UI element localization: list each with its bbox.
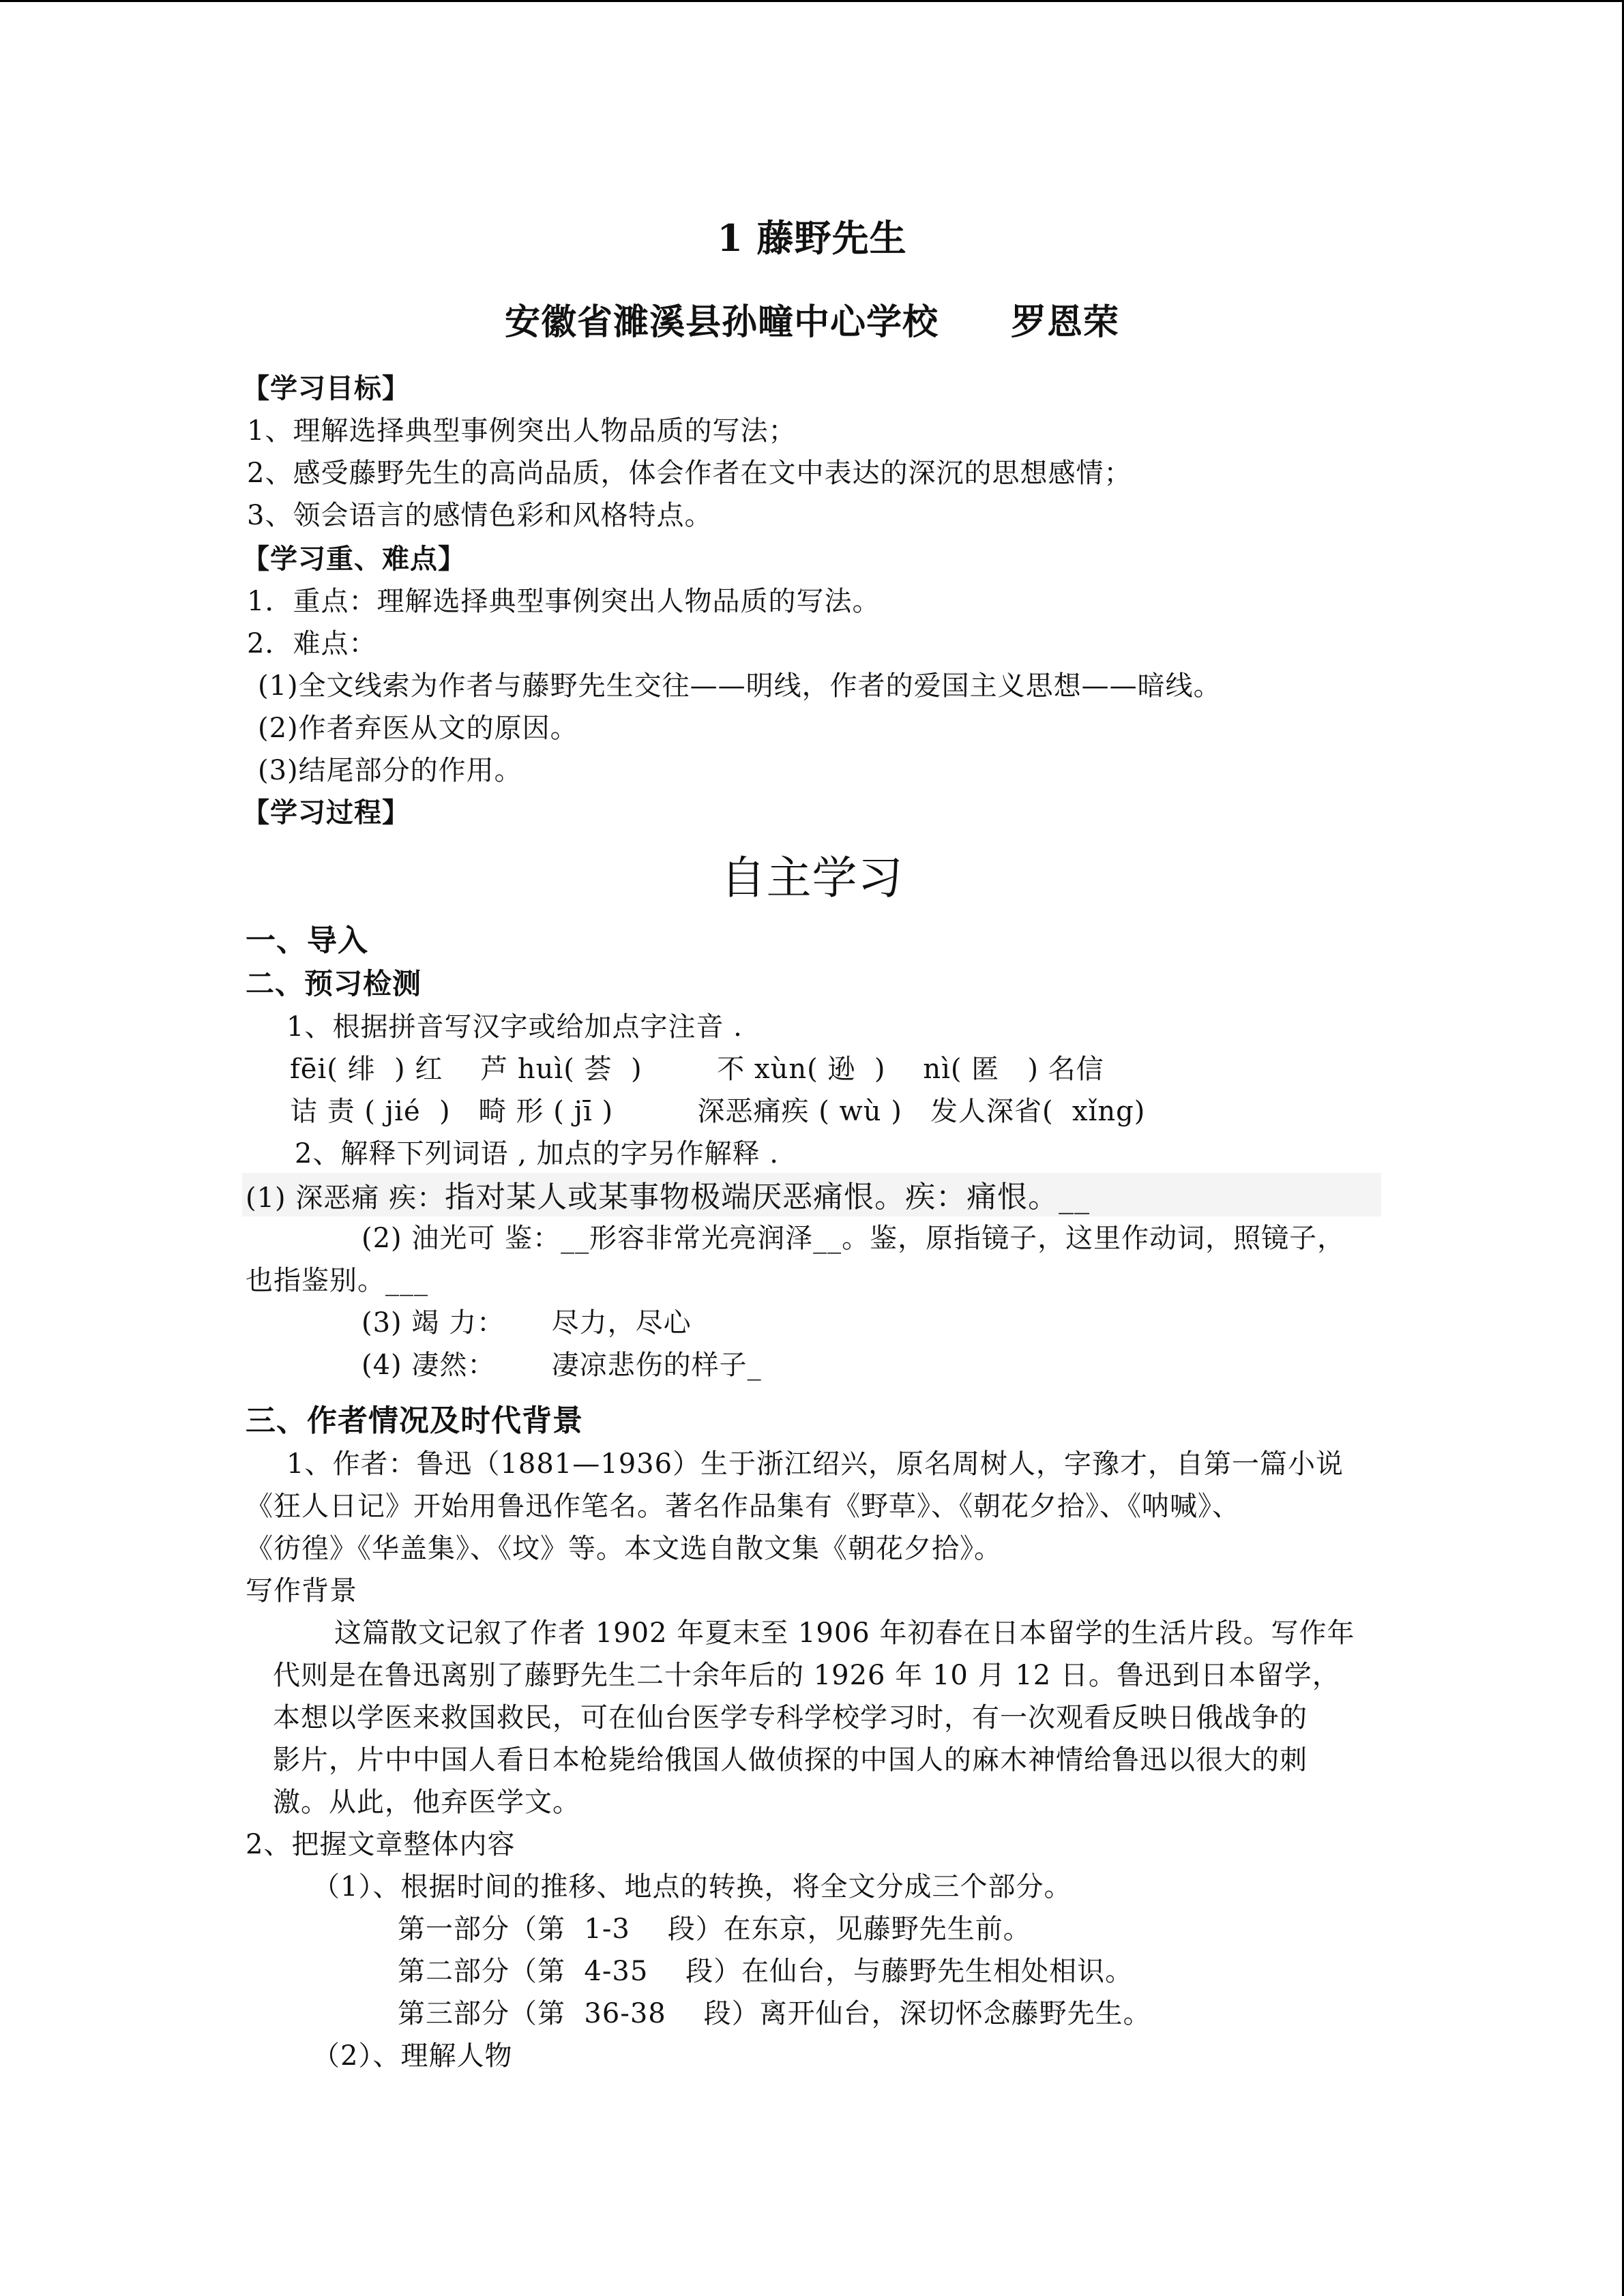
difficult-point-label: 2．难点： <box>247 628 377 659</box>
structure-part-1: 第一部分（第 1-3 段）在东京，见藤野先生前。 <box>398 1913 1031 1945</box>
part-intro-heading: 一、导入 <box>246 923 368 958</box>
pinyin-row-1: fēi( 绯 ) 红 芦 huì( 荟 ) 不 xùn( 逊 ) nì( 匿 ) 名信 <box>290 1054 1104 1085</box>
explain-1-text: 指对某人或某事物极端厌恶痛恨。疾：痛恨。__ <box>445 1180 1091 1214</box>
difficult-point-3: (3)结尾部分的作用。 <box>258 755 522 786</box>
structure-heading: 2、把握文章整体内容 <box>246 1829 516 1860</box>
explain-2-cont: 也指鉴别。___ <box>246 1265 428 1296</box>
explain-3: (3) 竭 力： 尽力，尽心 <box>361 1307 692 1339</box>
author-para: 《狂人日记》开始用鲁迅作笔名。著名作品集有《野草》、《朝花夕拾》、《呐喊》、 <box>246 1491 1240 1522</box>
process-header: 【学习过程】 <box>242 797 410 829</box>
top-border <box>0 0 1624 2</box>
objective-item: 1、理解选择典型事例突出人物品质的写法； <box>247 415 797 447</box>
explain-1 <box>246 1182 1090 1212</box>
part-author-heading: 三、作者情况及时代背景 <box>246 1403 583 1438</box>
keypoints-header: 【学习重、难点】 <box>242 543 466 575</box>
page-title: 1 藤野先生 <box>717 216 907 260</box>
objective-item: 2、感受藤野先生的高尚品质，体会作者在文中表达的深沉的思想感情； <box>247 458 1132 489</box>
question-2: 2、解释下列词语 , 加点的字另作解释 . <box>295 1138 780 1169</box>
difficult-point-2: (2)作者弃医从文的原因。 <box>258 713 578 744</box>
background-para: 影片，片中中国人看日本枪毙给俄国人做侦探的中国人的麻木神情给鲁迅以很大的刺 <box>273 1744 1308 1776</box>
objective-item: 3、领会语言的感情色彩和风格特点。 <box>247 500 713 531</box>
author-para: 《彷徨》《华盖集》、《坟》等。本文选自散文集《朝花夕拾》。 <box>246 1533 1002 1564</box>
background-para: 激。从此，他弃医学文。 <box>273 1787 580 1818</box>
key-point: 1．重点：理解选择典型事例突出人物品质的写法。 <box>247 586 881 617</box>
background-heading: 写作背景 <box>246 1575 357 1607</box>
part-preview-heading: 二、预习检测 <box>246 967 422 1000</box>
structure-part-2: 第二部分（第 4-35 段）在仙台，与藤野先生相处相识。 <box>398 1956 1134 1987</box>
author-para: 1、作者：鲁迅（1881—1936）生于浙江绍兴，原名周树人，字豫才，自第一篇小说 <box>286 1448 1344 1480</box>
objectives-header: 【学习目标】 <box>242 373 410 404</box>
explain-2: (2) 油光可 鉴：__形容非常光亮润泽__。鉴，原指镜子，这里作动词，照镜子， <box>361 1223 1346 1254</box>
structure-sub-1: （1）、根据时间的推移、地点的转换，将全文分成三个部分。 <box>312 1871 1072 1903</box>
explain-4: (4) 凄然： 凄凉悲伤的样子_ <box>361 1350 762 1381</box>
explain-1-label: (1) 深恶痛 疾： <box>246 1182 445 1214</box>
structure-part-3: 第三部分（第 36-38 段）离开仙台，深切怀念藤野先生。 <box>398 1998 1151 2029</box>
pinyin-row-2: 诘 责 ( jié ) 畸 形 ( jī ) 深恶痛疾 ( wù ) 发人深省( xǐng) <box>290 1096 1146 1127</box>
structure-sub-2: （2）、理解人物 <box>312 2040 513 2072</box>
section-title: 自主学习 <box>720 852 904 904</box>
difficult-point-1: (1)全文线索为作者与藤野先生交往——明线，作者的爱国主义思想——暗线。 <box>258 670 1222 702</box>
question-1: 1、根据拼音写汉字或给加点字注音 . <box>286 1011 743 1043</box>
background-para: 本想以学医来救国救民，可在仙台医学专科学校学习时，有一次观看反映日俄战争的 <box>273 1702 1308 1733</box>
author-line: 安徽省濉溪县孙疃中心学校 罗恩荣 <box>504 301 1119 343</box>
background-para: 这篇散文记叙了作者 1902 年夏末至 1906 年初春在日本留学的生活片段。写作年 <box>334 1617 1355 1649</box>
background-para: 代则是在鲁迅离别了藤野先生二十余年后的 1926 年 10 月 12 日。鲁迅到日本留学， <box>273 1660 1340 1691</box>
